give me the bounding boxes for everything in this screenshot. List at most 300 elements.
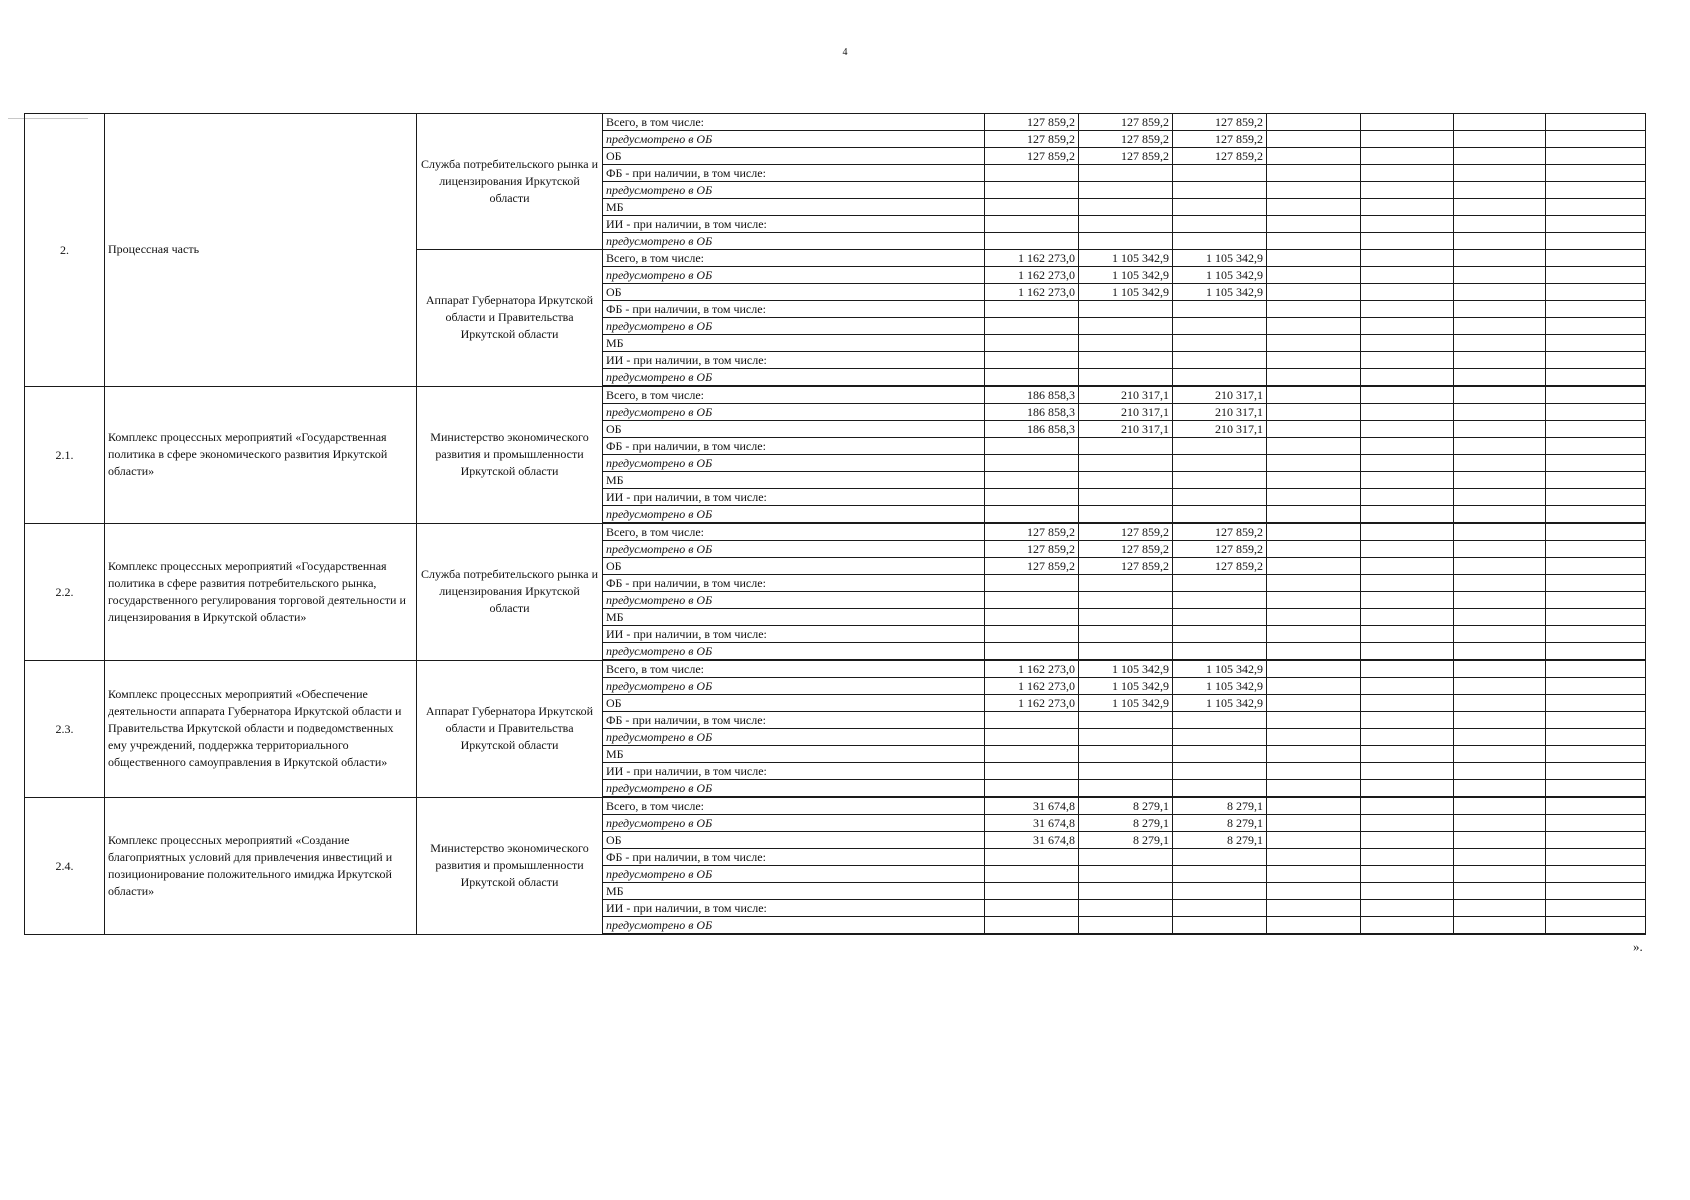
empty-cell (1267, 506, 1361, 524)
amount-cell: 127 859,2 (1173, 541, 1267, 558)
amount-cell (985, 729, 1079, 746)
empty-cell (1454, 626, 1546, 643)
empty-cell (1454, 216, 1546, 233)
empty-cell (1361, 301, 1454, 318)
funding-source-label: Всего, в том числе: (603, 386, 985, 404)
empty-cell (1361, 660, 1454, 678)
empty-cell (1361, 489, 1454, 506)
empty-cell (1361, 763, 1454, 780)
amount-cell (1173, 763, 1267, 780)
amount-cell (1079, 352, 1173, 369)
amount-cell (985, 216, 1079, 233)
amount-cell (985, 438, 1079, 455)
table-row (25, 797, 1646, 815)
amount-cell (1173, 900, 1267, 917)
empty-cell (1454, 335, 1546, 352)
empty-cell (1454, 866, 1546, 883)
amount-cell: 1 105 342,9 (1173, 250, 1267, 267)
executor-name: Служба потребительского рынка и лицензирования Иркутской области (417, 114, 603, 250)
empty-cell (1454, 182, 1546, 199)
empty-cell (1361, 404, 1454, 421)
empty-cell (1546, 660, 1646, 678)
empty-cell (1361, 695, 1454, 712)
amount-cell: 1 105 342,9 (1173, 660, 1267, 678)
empty-cell (1361, 352, 1454, 369)
amount-cell (1173, 575, 1267, 592)
empty-cell (1267, 660, 1361, 678)
amount-cell (1173, 455, 1267, 472)
empty-cell (1361, 148, 1454, 165)
amount-cell (1079, 335, 1173, 352)
amount-cell: 1 162 273,0 (985, 250, 1079, 267)
empty-cell (1454, 729, 1546, 746)
amount-cell (1173, 712, 1267, 729)
empty-cell (1267, 695, 1361, 712)
empty-cell (1267, 114, 1361, 131)
amount-cell (1173, 883, 1267, 900)
empty-cell (1546, 421, 1646, 438)
amount-cell: 1 105 342,9 (1079, 284, 1173, 301)
empty-cell (1454, 301, 1546, 318)
empty-cell (1546, 883, 1646, 900)
amount-cell (1173, 472, 1267, 489)
funding-source-label: ФБ - при наличии, в том числе: (603, 438, 985, 455)
empty-cell (1361, 643, 1454, 661)
empty-cell (1361, 335, 1454, 352)
amount-cell: 1 105 342,9 (1173, 678, 1267, 695)
amount-cell (1173, 318, 1267, 335)
amount-cell (1079, 165, 1173, 182)
funding-source-label: предусмотрено в ОБ (603, 917, 985, 935)
item-name: Комплекс процессных мероприятий «Государственная политика в сфере экономического развития Иркутской области» (105, 386, 417, 523)
empty-cell (1361, 318, 1454, 335)
empty-cell (1454, 678, 1546, 695)
executor-name: Аппарат Губернатора Иркутской области и Правительства Иркутской области (417, 250, 603, 387)
empty-cell (1454, 352, 1546, 369)
amount-cell: 1 162 273,0 (985, 678, 1079, 695)
amount-cell (1079, 233, 1173, 250)
amount-cell: 1 105 342,9 (1079, 660, 1173, 678)
amount-cell (1079, 643, 1173, 661)
executor-name: Министерство экономического развития и промышленности Иркутской области (417, 797, 603, 934)
empty-cell (1267, 900, 1361, 917)
amount-cell (1173, 746, 1267, 763)
empty-cell (1267, 780, 1361, 798)
funding-source-label: предусмотрено в ОБ (603, 267, 985, 284)
amount-cell (985, 335, 1079, 352)
amount-cell (985, 575, 1079, 592)
funding-source-label: ИИ - при наличии, в том числе: (603, 352, 985, 369)
empty-cell (1267, 233, 1361, 250)
amount-cell: 127 859,2 (1173, 148, 1267, 165)
amount-cell (1079, 746, 1173, 763)
amount-cell (985, 780, 1079, 798)
empty-cell (1361, 797, 1454, 815)
empty-cell (1267, 438, 1361, 455)
amount-cell: 127 859,2 (1079, 131, 1173, 148)
amount-cell: 127 859,2 (1079, 114, 1173, 131)
empty-cell (1267, 592, 1361, 609)
empty-cell (1454, 643, 1546, 661)
empty-cell (1361, 233, 1454, 250)
empty-cell (1454, 199, 1546, 216)
empty-cell (1546, 284, 1646, 301)
amount-cell: 1 162 273,0 (985, 695, 1079, 712)
item-name: Процессная часть (105, 114, 417, 387)
table-row (25, 386, 1646, 404)
funding-source-label: ФБ - при наличии, в том числе: (603, 301, 985, 318)
executor-name: Служба потребительского рынка и лицензирования Иркутской области (417, 523, 603, 660)
empty-cell (1546, 849, 1646, 866)
empty-cell (1361, 575, 1454, 592)
empty-cell (1546, 301, 1646, 318)
item-number: 2.1. (25, 386, 105, 523)
empty-cell (1454, 849, 1546, 866)
amount-cell (1079, 472, 1173, 489)
amount-cell (1079, 780, 1173, 798)
funding-source-label: МБ (603, 609, 985, 626)
amount-cell (985, 900, 1079, 917)
empty-cell (1361, 832, 1454, 849)
funding-source-label: ФБ - при наличии, в том числе: (603, 849, 985, 866)
amount-cell (1079, 592, 1173, 609)
empty-cell (1267, 250, 1361, 267)
empty-cell (1546, 335, 1646, 352)
amount-cell (985, 609, 1079, 626)
empty-cell (1454, 712, 1546, 729)
amount-cell: 210 317,1 (1079, 404, 1173, 421)
empty-cell (1546, 165, 1646, 182)
empty-cell (1361, 729, 1454, 746)
amount-cell (1079, 763, 1173, 780)
empty-cell (1361, 541, 1454, 558)
amount-cell: 127 859,2 (1079, 523, 1173, 541)
funding-source-label: МБ (603, 746, 985, 763)
funding-source-label: предусмотрено в ОБ (603, 643, 985, 661)
amount-cell: 127 859,2 (985, 131, 1079, 148)
closing-quote: ». (1633, 939, 1643, 954)
empty-cell (1454, 250, 1546, 267)
empty-cell (1546, 250, 1646, 267)
empty-cell (1546, 558, 1646, 575)
amount-cell (985, 592, 1079, 609)
empty-cell (1267, 609, 1361, 626)
amount-cell (985, 866, 1079, 883)
funding-source-label: предусмотрено в ОБ (603, 455, 985, 472)
empty-cell (1454, 832, 1546, 849)
empty-cell (1546, 815, 1646, 832)
empty-cell (1546, 729, 1646, 746)
funding-source-label: ОБ (603, 558, 985, 575)
amount-cell (1173, 592, 1267, 609)
empty-cell (1546, 404, 1646, 421)
amount-cell (985, 369, 1079, 387)
funding-source-label: предусмотрено в ОБ (603, 506, 985, 524)
amount-cell (985, 506, 1079, 524)
empty-cell (1546, 917, 1646, 935)
empty-cell (1361, 216, 1454, 233)
funding-source-label: ИИ - при наличии, в том числе: (603, 489, 985, 506)
empty-cell (1361, 900, 1454, 917)
table-row (25, 523, 1646, 541)
empty-cell (1267, 763, 1361, 780)
funding-source-label: предусмотрено в ОБ (603, 866, 985, 883)
empty-cell (1267, 797, 1361, 815)
page-number: 4 (842, 47, 848, 58)
empty-cell (1546, 148, 1646, 165)
amount-cell: 127 859,2 (985, 558, 1079, 575)
empty-cell (1267, 815, 1361, 832)
empty-cell (1454, 575, 1546, 592)
empty-cell (1454, 369, 1546, 387)
amount-cell (985, 199, 1079, 216)
empty-cell (1267, 678, 1361, 695)
amount-cell: 127 859,2 (1173, 523, 1267, 541)
empty-cell (1267, 318, 1361, 335)
amount-cell (1079, 301, 1173, 318)
amount-cell: 210 317,1 (1079, 421, 1173, 438)
amount-cell (1079, 318, 1173, 335)
empty-cell (1361, 114, 1454, 131)
amount-cell (1173, 301, 1267, 318)
executor-name: Министерство экономического развития и промышленности Иркутской области (417, 386, 603, 523)
empty-cell (1361, 199, 1454, 216)
empty-cell (1361, 284, 1454, 301)
amount-cell (1173, 438, 1267, 455)
amount-cell (1079, 712, 1173, 729)
empty-cell (1361, 455, 1454, 472)
amount-cell: 127 859,2 (1079, 541, 1173, 558)
empty-cell (1454, 815, 1546, 832)
amount-cell: 186 858,3 (985, 386, 1079, 404)
empty-cell (1546, 832, 1646, 849)
empty-cell (1546, 182, 1646, 199)
budget-table (24, 113, 1646, 935)
empty-cell (1454, 455, 1546, 472)
empty-cell (1546, 575, 1646, 592)
empty-cell (1546, 438, 1646, 455)
amount-cell (1173, 216, 1267, 233)
empty-cell (1454, 404, 1546, 421)
empty-cell (1361, 678, 1454, 695)
empty-cell (1267, 199, 1361, 216)
amount-cell: 210 317,1 (1173, 386, 1267, 404)
empty-cell (1267, 523, 1361, 541)
amount-cell: 1 105 342,9 (1173, 267, 1267, 284)
empty-cell (1454, 695, 1546, 712)
amount-cell: 8 279,1 (1079, 815, 1173, 832)
empty-cell (1361, 815, 1454, 832)
amount-cell (1173, 866, 1267, 883)
empty-cell (1454, 131, 1546, 148)
funding-source-label: предусмотрено в ОБ (603, 318, 985, 335)
funding-source-label: предусмотрено в ОБ (603, 182, 985, 199)
empty-cell (1267, 301, 1361, 318)
funding-source-label: Всего, в том числе: (603, 114, 985, 131)
amount-cell (1079, 866, 1173, 883)
funding-source-label: ФБ - при наличии, в том числе: (603, 165, 985, 182)
amount-cell (985, 763, 1079, 780)
item-number: 2.4. (25, 797, 105, 934)
funding-source-label: ФБ - при наличии, в том числе: (603, 712, 985, 729)
empty-cell (1267, 165, 1361, 182)
funding-source-label: МБ (603, 199, 985, 216)
amount-cell: 8 279,1 (1173, 797, 1267, 815)
empty-cell (1361, 780, 1454, 798)
amount-cell (985, 746, 1079, 763)
empty-cell (1267, 883, 1361, 900)
empty-cell (1546, 199, 1646, 216)
amount-cell (1173, 335, 1267, 352)
empty-cell (1454, 558, 1546, 575)
empty-cell (1361, 866, 1454, 883)
funding-source-label: МБ (603, 472, 985, 489)
amount-cell (1173, 643, 1267, 661)
empty-cell (1546, 233, 1646, 250)
empty-cell (1454, 233, 1546, 250)
empty-cell (1267, 421, 1361, 438)
empty-cell (1546, 763, 1646, 780)
empty-cell (1454, 883, 1546, 900)
empty-cell (1361, 421, 1454, 438)
funding-source-label: предусмотрено в ОБ (603, 780, 985, 798)
amount-cell (985, 233, 1079, 250)
empty-cell (1454, 523, 1546, 541)
amount-cell (1173, 489, 1267, 506)
amount-cell: 127 859,2 (1079, 148, 1173, 165)
executor-name: Аппарат Губернатора Иркутской области и Правительства Иркутской области (417, 660, 603, 797)
amount-cell (1173, 626, 1267, 643)
empty-cell (1267, 148, 1361, 165)
funding-source-label: ИИ - при наличии, в том числе: (603, 900, 985, 917)
amount-cell: 210 317,1 (1079, 386, 1173, 404)
empty-cell (1454, 780, 1546, 798)
amount-cell (985, 883, 1079, 900)
empty-cell (1546, 455, 1646, 472)
empty-cell (1546, 352, 1646, 369)
amount-cell (1079, 369, 1173, 387)
amount-cell: 1 162 273,0 (985, 660, 1079, 678)
empty-cell (1454, 165, 1546, 182)
empty-cell (1454, 318, 1546, 335)
empty-cell (1546, 131, 1646, 148)
amount-cell (985, 712, 1079, 729)
empty-cell (1267, 866, 1361, 883)
empty-cell (1546, 866, 1646, 883)
empty-cell (1361, 250, 1454, 267)
empty-cell (1546, 267, 1646, 284)
empty-cell (1267, 352, 1361, 369)
funding-source-label: предусмотрено в ОБ (603, 369, 985, 387)
amount-cell: 127 859,2 (1173, 558, 1267, 575)
amount-cell (985, 165, 1079, 182)
amount-cell: 127 859,2 (985, 541, 1079, 558)
empty-cell (1361, 369, 1454, 387)
amount-cell (1079, 849, 1173, 866)
amount-cell: 8 279,1 (1173, 815, 1267, 832)
empty-cell (1361, 267, 1454, 284)
amount-cell (985, 626, 1079, 643)
empty-cell (1546, 472, 1646, 489)
amount-cell: 186 858,3 (985, 421, 1079, 438)
empty-cell (1454, 438, 1546, 455)
funding-source-label: предусмотрено в ОБ (603, 541, 985, 558)
amount-cell: 1 105 342,9 (1079, 678, 1173, 695)
amount-cell (1173, 849, 1267, 866)
funding-source-label: МБ (603, 883, 985, 900)
amount-cell: 210 317,1 (1173, 404, 1267, 421)
amount-cell (1079, 506, 1173, 524)
amount-cell: 31 674,8 (985, 797, 1079, 815)
empty-cell (1454, 267, 1546, 284)
amount-cell (1173, 917, 1267, 935)
empty-cell (1267, 216, 1361, 233)
empty-cell (1361, 917, 1454, 935)
empty-cell (1546, 695, 1646, 712)
item-name: Комплекс процессных мероприятий «Обеспечение деятельности аппарата Губернатора Иркутской области и Правительства Иркутской области и подведомственных ему учреждений, поддержка территориального общественного самоуправления в Иркутской области» (105, 660, 417, 797)
empty-cell (1546, 678, 1646, 695)
empty-cell (1267, 131, 1361, 148)
funding-source-label: Всего, в том числе: (603, 797, 985, 815)
amount-cell (1079, 575, 1173, 592)
item-name: Комплекс процессных мероприятий «Государственная политика в сфере развития потребительского рынка, государственного регулирования торговой деятельности и лицензирования в Иркутской области» (105, 523, 417, 660)
amount-cell: 8 279,1 (1079, 832, 1173, 849)
amount-cell (985, 643, 1079, 661)
item-number: 2. (25, 114, 105, 387)
funding-source-label: МБ (603, 335, 985, 352)
funding-source-label: ИИ - при наличии, в том числе: (603, 626, 985, 643)
empty-cell (1267, 386, 1361, 404)
empty-cell (1546, 900, 1646, 917)
amount-cell (1173, 233, 1267, 250)
empty-cell (1361, 506, 1454, 524)
amount-cell (985, 352, 1079, 369)
empty-cell (1546, 216, 1646, 233)
amount-cell (1079, 489, 1173, 506)
amount-cell: 1 105 342,9 (1079, 250, 1173, 267)
empty-cell (1546, 626, 1646, 643)
empty-cell (1361, 386, 1454, 404)
funding-source-label: предусмотрено в ОБ (603, 729, 985, 746)
empty-cell (1454, 763, 1546, 780)
amount-cell: 127 859,2 (985, 114, 1079, 131)
funding-source-label: ОБ (603, 284, 985, 301)
empty-cell (1454, 541, 1546, 558)
amount-cell: 127 859,2 (1173, 114, 1267, 131)
amount-cell (1079, 626, 1173, 643)
funding-source-label: предусмотрено в ОБ (603, 233, 985, 250)
empty-cell (1454, 472, 1546, 489)
amount-cell (985, 182, 1079, 199)
empty-cell (1267, 832, 1361, 849)
amount-cell (1079, 917, 1173, 935)
empty-cell (1546, 541, 1646, 558)
amount-cell (985, 318, 1079, 335)
empty-cell (1267, 575, 1361, 592)
empty-cell (1454, 609, 1546, 626)
empty-cell (1267, 455, 1361, 472)
empty-cell (1546, 746, 1646, 763)
empty-cell (1267, 472, 1361, 489)
amount-cell (1079, 883, 1173, 900)
empty-cell (1267, 284, 1361, 301)
empty-cell (1454, 746, 1546, 763)
item-name: Комплекс процессных мероприятий «Создание благоприятных условий для привлечения инвестиций и позиционирование положительного имиджа Иркутской области» (105, 797, 417, 934)
table-row (25, 660, 1646, 678)
empty-cell (1454, 421, 1546, 438)
funding-source-label: предусмотрено в ОБ (603, 131, 985, 148)
empty-cell (1454, 917, 1546, 935)
